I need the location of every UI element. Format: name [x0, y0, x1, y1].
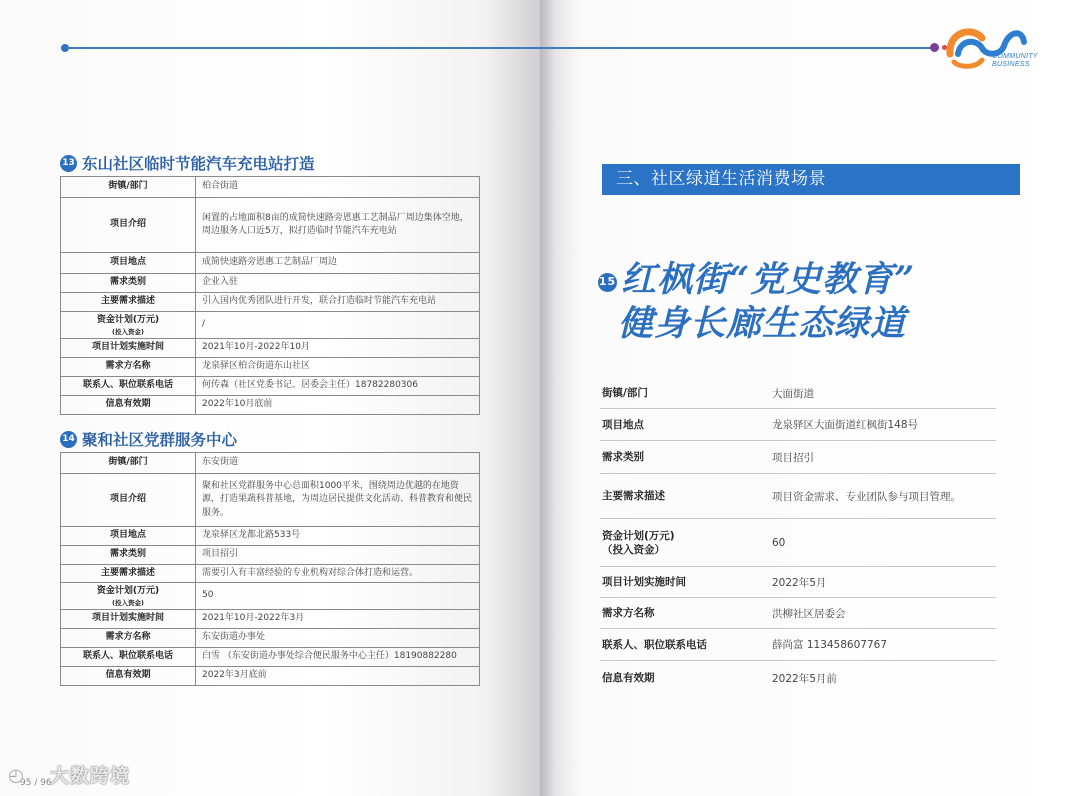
- row-key: 项目计划实施时间: [602, 576, 686, 588]
- row-key-main: 资金计划(万元): [96, 315, 160, 325]
- table-row: [61, 527, 480, 546]
- table-row: [61, 177, 480, 198]
- table-row: [61, 666, 480, 685]
- row-key: [600, 529, 772, 557]
- row-value: 2022年3月底前: [196, 666, 480, 685]
- list-item: [600, 598, 996, 629]
- row-value: 聚和社区党群服务中心总面积1000平米，围绕周边优越的在地资源，打造果蔬科普基地，为周边居民提供文化活动、科普教育和便民服务。: [196, 474, 480, 527]
- table-row: [61, 293, 480, 312]
- logo-text-line1: COMMUNITY: [992, 53, 1038, 60]
- row-key: 主要需求描述: [602, 490, 665, 502]
- row-value: 龙泉驿区大面街道红枫街148号: [772, 419, 919, 431]
- table-row: [61, 453, 480, 474]
- row-key: 项目计划实施时间: [61, 338, 196, 357]
- row-key: 街镇/部门: [61, 453, 196, 474]
- list-item: [600, 409, 996, 441]
- row-value: 龙泉驿区柏合街道东山社区: [196, 357, 480, 376]
- row-value: 薛尚富 113458607767: [772, 639, 888, 651]
- row-value: 50: [196, 583, 480, 610]
- row-key: 需求方名称: [61, 628, 196, 647]
- row-value: 2022年5月: [772, 576, 827, 589]
- row-value: 项目资金需求、专业团队参与项目管理。: [772, 490, 961, 503]
- row-value: 白雪 （东安街道办事处综合便民服务中心主任）18190882280: [196, 647, 480, 666]
- row-key: 需求类别: [61, 546, 196, 565]
- row-key: 需求方名称: [602, 607, 655, 619]
- section-banner: 三、社区绿道生活消费场景: [602, 164, 1020, 195]
- row-value: /: [196, 312, 480, 339]
- row-key-sub: (投入资金): [112, 598, 144, 607]
- row-key: 需求类别: [61, 274, 196, 293]
- right-page: [540, 0, 1080, 796]
- row-value: 成简快速路旁恩惠工艺制品厂周边: [196, 253, 480, 274]
- table-row: [61, 376, 480, 395]
- list-item: [600, 629, 996, 661]
- row-key: 街镇/部门: [61, 177, 196, 198]
- section-title-text: 东山社区临时节能汽车充电站打造: [82, 155, 315, 173]
- row-key: 联系人、职位联系电话: [61, 647, 196, 666]
- table-row: [61, 628, 480, 647]
- row-key: 街镇/部门: [602, 387, 648, 399]
- row-key-main: 资金计划(万元): [602, 529, 675, 542]
- row-key: 联系人、职位联系电话: [602, 638, 707, 651]
- row-value: 东安街道: [196, 453, 480, 474]
- row-value: 60: [772, 536, 786, 549]
- row-key: 需求方名称: [61, 357, 196, 376]
- row-key: 信息有效期: [61, 666, 196, 685]
- table-row: [61, 546, 480, 565]
- row-value: 何传森（社区党委书记、居委会主任）18782280306: [196, 376, 480, 395]
- row-value: 柏合街道: [196, 177, 480, 198]
- table-row: [61, 609, 480, 628]
- table-row: [61, 312, 480, 339]
- row-value: 企业入驻: [196, 274, 480, 293]
- row-key-sub: （投入资金）: [602, 543, 665, 556]
- row-key: 项目计划实施时间: [61, 609, 196, 628]
- row-value: 2021年10月-2022年3月: [196, 609, 480, 628]
- section-13-title: [60, 152, 315, 174]
- row-value: 引入国内优秀团队进行开发，联合打造临时节能汽车充电站: [196, 293, 480, 312]
- section-15-title: [598, 258, 915, 346]
- number-badge: 13: [60, 155, 77, 172]
- table-row: [61, 198, 480, 253]
- logo-text-line2: BUSINESS: [992, 61, 1030, 68]
- title-line-1: 红枫街“党史教育”: [621, 259, 916, 300]
- section-title-text: 聚和社区党群服务中心: [82, 431, 238, 449]
- row-key: 信息有效期: [602, 672, 655, 684]
- row-value: 项目招引: [196, 546, 480, 565]
- number-badge: 14: [60, 431, 77, 448]
- row-value: 需要引入有丰富经验的专业机构对综合体打造和运营。: [196, 564, 480, 583]
- list-item: [600, 519, 996, 567]
- info-list-15: [600, 378, 996, 695]
- table-row: [61, 274, 480, 293]
- list-item: [600, 474, 996, 519]
- row-value: 龙泉驿区龙都北路533号: [196, 527, 480, 546]
- row-key: 项目地点: [602, 418, 644, 431]
- table-row: [61, 253, 480, 274]
- top-rule: [66, 47, 540, 49]
- number-badge: 15: [598, 273, 617, 292]
- row-key-main: 资金计划(万元): [96, 586, 160, 596]
- table-row: [61, 583, 480, 610]
- row-value: 东安街道办事处: [196, 628, 480, 647]
- table-row: [61, 395, 480, 414]
- row-value: 2021年10月-2022年10月: [196, 338, 480, 357]
- row-key: 主要需求描述: [61, 564, 196, 583]
- table-row: [61, 564, 480, 583]
- row-value: 洪柳社区居委会: [772, 607, 846, 620]
- row-key: 项目介绍: [61, 474, 196, 527]
- row-value: 项目招引: [772, 451, 814, 464]
- watermark-icon: ◴: [8, 765, 24, 786]
- row-key: 项目介绍: [61, 198, 196, 253]
- row-key: [61, 583, 196, 610]
- top-rule: [540, 47, 935, 49]
- row-value: 2022年10月底前: [196, 395, 480, 414]
- row-value: 大面街道: [772, 387, 814, 400]
- list-item: [600, 378, 996, 409]
- row-key: 项目地点: [61, 527, 196, 546]
- page-number: 95 / 96: [20, 778, 52, 788]
- list-item: [600, 661, 996, 695]
- table-row: [61, 338, 480, 357]
- row-value: 2022年5月前: [772, 672, 837, 685]
- watermark: 大数跨境: [50, 765, 131, 787]
- table-row: [61, 357, 480, 376]
- table-row: [61, 474, 480, 527]
- list-item: [600, 567, 996, 598]
- row-key: 需求类别: [602, 451, 644, 463]
- logo-text: [992, 53, 1038, 69]
- row-key: 主要需求描述: [61, 293, 196, 312]
- row-key: 项目地点: [61, 253, 196, 274]
- info-table-14: [60, 452, 480, 686]
- list-item: [600, 441, 996, 474]
- row-key: [61, 312, 196, 339]
- row-key-sub: (投入资金): [112, 327, 144, 336]
- row-value: 闲置的占地面积8亩的成简快速路旁恩惠工艺制品厂周边集体空地，周边服务人口近5万，拟打造临时节能汽车充电站: [196, 198, 480, 253]
- row-key: 联系人、职位联系电话: [61, 376, 196, 395]
- row-key: 信息有效期: [61, 395, 196, 414]
- info-table-13: [60, 176, 480, 415]
- title-line-2: 健身长廊生态绿道: [618, 303, 907, 344]
- table-row: [61, 647, 480, 666]
- section-14-title: [60, 428, 237, 450]
